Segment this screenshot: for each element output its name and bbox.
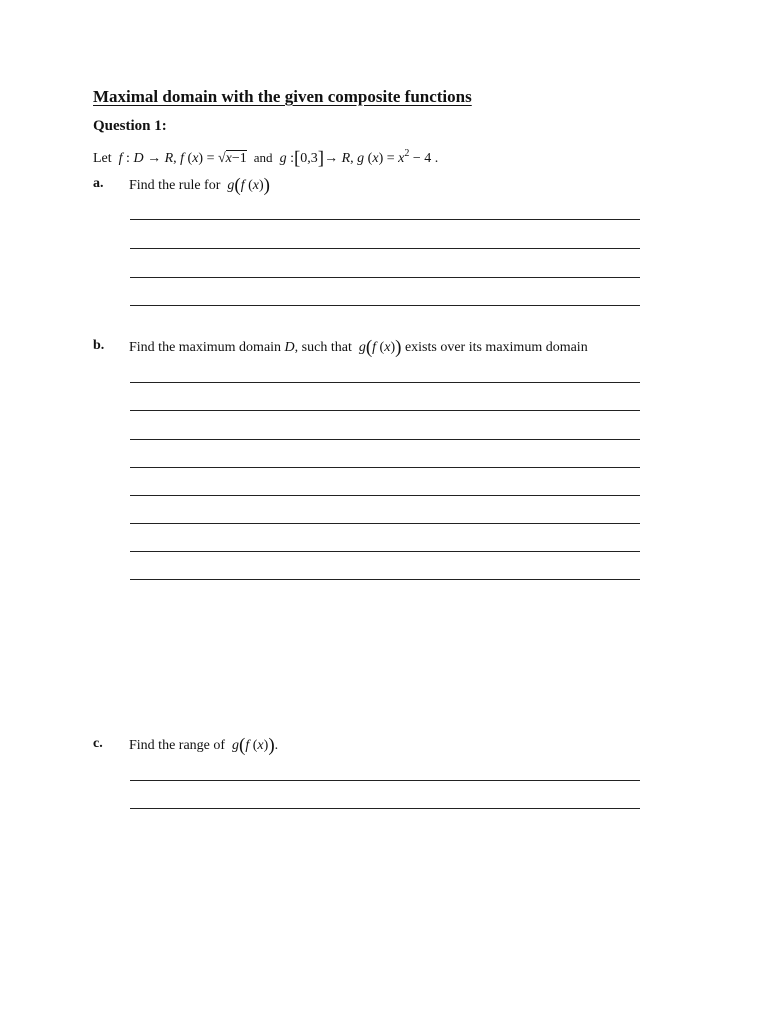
intro-let: Let	[93, 151, 112, 166]
answer-line[interactable]	[130, 495, 640, 496]
answer-line[interactable]	[130, 439, 640, 440]
answer-line[interactable]	[130, 579, 640, 580]
f-definition: f : D → R, f (x) = √x−1	[118, 151, 247, 166]
question-heading: Question 1:	[93, 118, 167, 134]
part-a-expression: g(f (x))	[227, 175, 270, 196]
part-c-after: .	[274, 738, 279, 753]
answer-line[interactable]	[130, 219, 640, 220]
part-a-question	[129, 175, 270, 197]
intro-and: and	[253, 150, 273, 165]
part-c-question	[129, 735, 278, 757]
page-title: Maximal domain with the given composite functions	[93, 87, 472, 106]
part-c-label: c.	[93, 736, 103, 751]
answer-line[interactable]	[130, 780, 640, 781]
part-b-label: b.	[93, 338, 105, 353]
answer-line[interactable]	[130, 523, 640, 524]
part-b-variable: D	[284, 340, 295, 355]
intro-line	[93, 148, 438, 170]
answer-line[interactable]	[130, 248, 640, 249]
answer-line[interactable]	[130, 382, 640, 383]
part-b-after: exists over its maximum domain	[404, 340, 588, 355]
answer-line[interactable]	[130, 410, 640, 411]
part-c-expression: g(f (x))	[232, 735, 275, 756]
g-definition: g :[0,3]→ R, g $(x) = x^2 - 4$ .	[279, 148, 439, 169]
part-b-prompt-mid: , such that	[294, 340, 352, 355]
part-c-prompt: Find the range of	[129, 738, 226, 753]
part-a-prompt: Find the rule for	[129, 178, 221, 193]
answer-line[interactable]	[130, 305, 640, 306]
part-b-question	[129, 337, 588, 359]
answer-line[interactable]	[130, 551, 640, 552]
answer-line[interactable]	[130, 808, 640, 809]
answer-line[interactable]	[130, 277, 640, 278]
part-a-label: a.	[93, 176, 104, 191]
part-b-expression: g(f (x))	[358, 337, 402, 358]
part-b-prompt: Find the maximum domain	[129, 340, 282, 355]
answer-line[interactable]	[130, 467, 640, 468]
